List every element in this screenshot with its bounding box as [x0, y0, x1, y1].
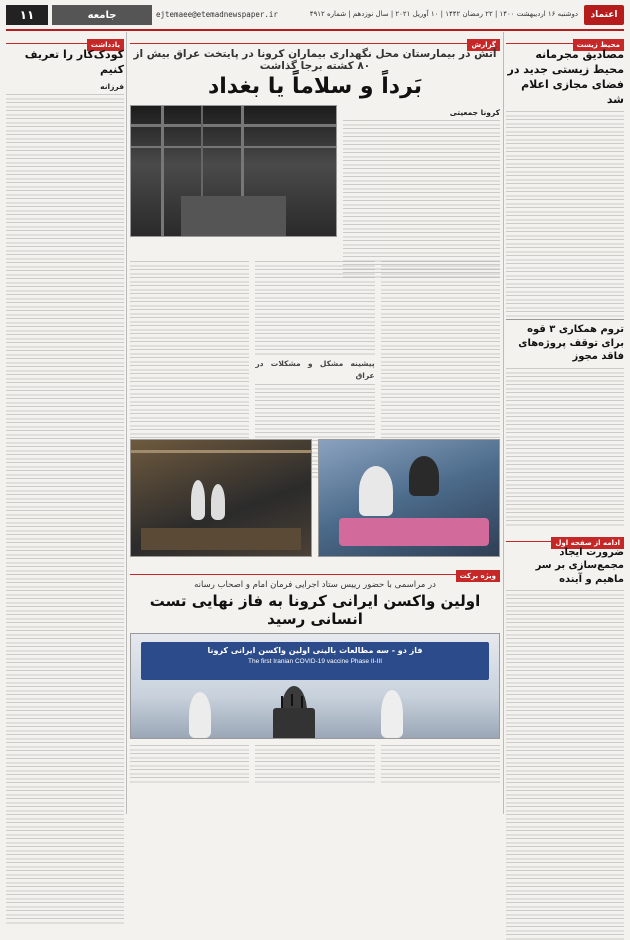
- section-tag: ویژه برکت: [456, 570, 500, 582]
- section-tag: گزارش: [467, 39, 500, 51]
- right-column: [506, 32, 624, 814]
- hospital-ward-photo: [130, 439, 312, 557]
- article-headline: کودک‌کار را تعریف کنیم: [24, 48, 124, 76]
- section-tag: ادامه از صفحه اول: [551, 537, 624, 549]
- section-tag: یادداشت: [87, 39, 124, 51]
- article-body: [130, 743, 249, 785]
- center-column: [130, 32, 500, 814]
- section-tag: محیط زیست: [573, 39, 624, 51]
- article-headline: ضرورت ایجاد مجمع‌سازی بر سر ماهیم و آینده: [535, 546, 624, 585]
- article-body: [343, 120, 500, 278]
- article-body: [130, 259, 249, 435]
- newspaper-logo: اعتماد: [584, 5, 624, 25]
- column-divider: [503, 32, 504, 814]
- page-header: [6, 4, 624, 28]
- article-body: [255, 259, 374, 435]
- main-headline: بَرداً و سلاماً یا بغداد: [207, 74, 423, 99]
- column-divider: [126, 32, 127, 814]
- page-number: ۱۱: [6, 5, 48, 25]
- banner-text-en: The first Iranian COVID-19 vaccine Phase II-III: [247, 658, 383, 665]
- article-author: فرزانه: [100, 81, 124, 91]
- second-kicker: در مراسمی با حضور رییس ستاد اجرایی فرمان امام و اصحاب رسانه: [194, 580, 436, 590]
- fire-damage-photo: [130, 105, 337, 237]
- section-email[interactable]: ejtemaee@etemadnewspaper.ir: [156, 10, 278, 19]
- article-headline: تروم همکاری ۳ قوه برای توقف پروژه‌های فاقد مجوز: [506, 319, 624, 364]
- article-body: [381, 259, 500, 435]
- article-headline: مصادیق مجرمانه محیط زیستی جدید در فضای مجازی اعلام شد: [507, 48, 624, 106]
- patient-photo: [318, 439, 500, 557]
- section-badge: جامعه: [52, 5, 152, 25]
- article-body: [506, 368, 624, 526]
- banner-text-fa: فاز دو - سه مطالعات بالینی اولین واکسن ایرانی کرونا: [207, 646, 423, 655]
- article-body: [381, 743, 500, 785]
- vaccine-press-conference-photo: [130, 633, 500, 739]
- conference-banner: [141, 642, 489, 680]
- header-rule: [6, 29, 624, 31]
- article-body: [255, 743, 374, 785]
- article-body: [506, 590, 624, 940]
- section-subheading: پیشینه مشکل و مشکلات در عراق: [255, 359, 375, 380]
- left-column: [6, 32, 124, 814]
- article-body: [6, 94, 124, 924]
- section-label: کرونا جمعیتی: [449, 108, 500, 117]
- dateline: دوشنبه ۱۶ اردیبهشت ۱۴۰۰ | ۲۲ رمضان ۱۴۴۲ | ۱۰ آوریل ۲۰۲۱ | سال نوزدهم | شماره ۴۹۱۲: [309, 10, 578, 18]
- main-kicker: آتش در بیمارستان محل نگهداری بیماران کرونا در پایتخت عراق بیش از ۸۰ کشته برجا گذاشت: [133, 48, 497, 72]
- second-headline: اولین واکسن ایرانی کرونا به فاز نهایی تست انسانی رسید: [149, 592, 481, 628]
- article-body: [506, 111, 624, 317]
